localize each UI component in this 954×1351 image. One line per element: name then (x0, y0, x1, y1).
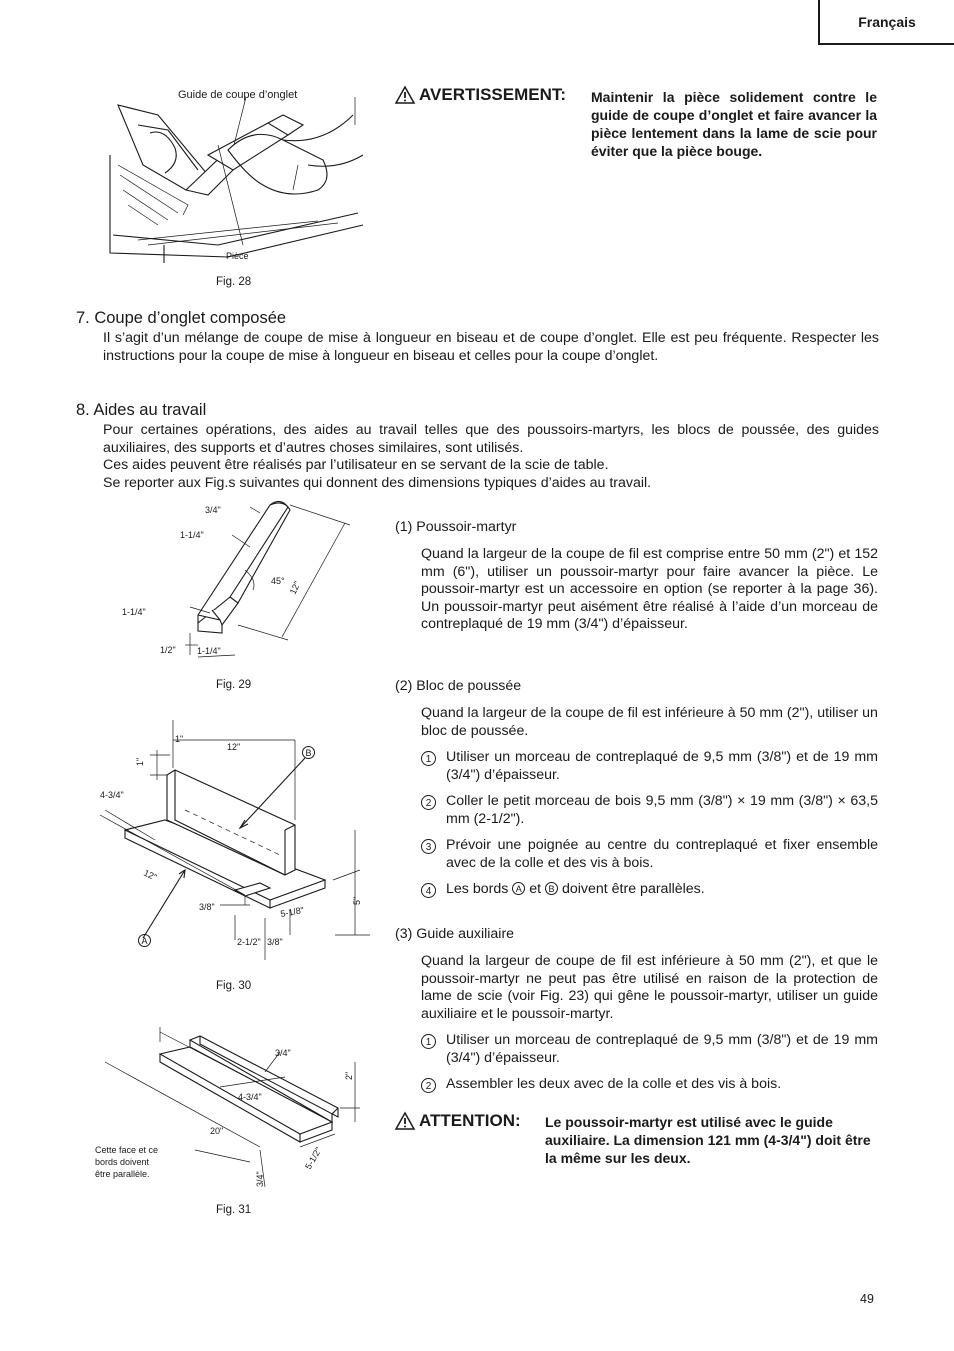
fig31-note-line-2: bords doivent (95, 1157, 150, 1167)
warning-triangle-icon (395, 86, 415, 104)
pushblock-item-4-mark-b: B (545, 882, 558, 895)
fig30-dim-6: 3/8" (199, 902, 215, 912)
fig30-mark-b: B (302, 746, 315, 759)
section-8-line-3: Se reporter aux Fig.s suivantes qui donnent des dimensions typiques d’aides au travail. (103, 475, 652, 491)
pushblock-item-2-text: Coller le petit morceau de bois 9,5 mm (3/8") × 19 mm (3/8") × 63,5 mm (2-1/2"). (446, 793, 878, 827)
attention-text: Le poussoir-martyr est utilisé avec le guide auxiliaire. La dimension 121 mm (4-3/4") doit être la même sur les deux. (545, 1114, 871, 1166)
pushblock-item-2 (421, 793, 878, 828)
fig29-dim-5: 1-1/4" (122, 607, 146, 617)
fig28-label-guide: Guide de coupe d’onglet (178, 89, 298, 101)
fig31-dim-4: 20" (210, 1126, 224, 1136)
pushblock-text: Quand la largeur de la coupe de fil est inférieure à 50 mm (2"), utiliser un bloc de poussée. (421, 705, 878, 739)
fig31-dim-6: 3/4" (255, 1171, 265, 1187)
fig30-dim-5: 12" (142, 867, 159, 883)
auxguide-text: Quand la largeur de coupe de fil est inférieure à 50 mm (2"), et que le poussoir-martyr ne peut pas être utilisé en raison de la protection de lame de scie (voir Fig. 23) qui gêne le poussoir-martyr, utiliser un guide auxiliaire et le poussoir-martyr. (421, 953, 878, 1022)
fig29-dim-4: 12" (287, 579, 303, 596)
auxguide-item-1-number: 1 (421, 1034, 436, 1049)
section-8-line-1: Pour certaines opérations, des aides au travail telles que des poussoirs-martyrs, les blocs de poussée, des guides auxiliaires, des supports et d’autres choses similaires, sont utilisés. (103, 422, 879, 456)
language-tab (818, 0, 954, 45)
pushblock-item-1-number: 1 (421, 751, 436, 766)
fig31-note-line-3: être parallèle. (95, 1169, 150, 1179)
warning-title: AVERTISSEMENT: (419, 85, 567, 104)
warning-title-row (395, 85, 566, 105)
pushblock-item-4-post: doivent être parallèles. (561, 881, 705, 897)
pushblock-item-4-pre: Les bords (446, 881, 509, 897)
fig29-caption: Fig. 29 (216, 679, 252, 691)
fig30-caption: Fig. 30 (216, 980, 252, 992)
fig29-dim-1: 3/4" (205, 505, 221, 515)
attention-triangle-icon (395, 1112, 415, 1130)
language-label: Français (858, 13, 916, 30)
section-7-heading: 7. Coupe d’onglet composée (76, 309, 287, 327)
fig29-dim-7: 1-1/4" (197, 646, 221, 656)
attention-title: ATTENTION: (419, 1111, 521, 1130)
fig31-dim-3: 4-3/4" (238, 1092, 262, 1102)
fig30-dim-3: 1" (135, 757, 145, 766)
fig28-drawing (108, 95, 368, 265)
fig29-drawing (110, 495, 370, 665)
pushblock-item-3-number: 3 (421, 839, 436, 854)
fig30-dim-9: 2-1/2" (237, 937, 261, 947)
page-number: 49 (860, 1292, 874, 1306)
pushblock-item-4-mark-a: A (512, 882, 525, 895)
fig30-dim-8: 5" (352, 896, 362, 905)
pushblock-item-1 (421, 749, 878, 784)
fig30-dim-7: 5-1/8" (279, 905, 305, 919)
fig31-dim-1: 3/4" (275, 1048, 291, 1058)
auxguide-title: (3) Guide auxiliaire (395, 926, 515, 942)
pushstick-text: Quand la largeur de la coupe de fil est comprise entre 50 mm (2") et 152 mm (6"), utiliser un poussoir-martyr pour faire avancer la pièce. Le poussoir-martyr est un accessoire en option (se reporter à la page 36). Un poussoir-martyr peut aisément être réalisé à l’aide d’un morceau de contreplaqué de 19 mm (3/4") d’épaisseur. (421, 546, 878, 633)
fig31-note-line-1: Cette face et ce (95, 1145, 159, 1155)
fig30-dim-10: 3/8" (267, 937, 283, 947)
fig29-dim-6: 1/2" (160, 645, 176, 655)
auxguide-item-1-text: Utiliser un morceau de contreplaqué de 9,5 mm (3/8") et de 19 mm (3/4") d’épaisseur. (446, 1032, 878, 1066)
pushblock-item-4-text (446, 881, 705, 899)
section-7-text: Il s’agit d’un mélange de coupe de mise à longueur en biseau et de coupe d’onglet. Elle est peu fréquente. Respecter les instructions pour la coupe de mise à longueur en biseau et celles pour la coupe d’onglet. (103, 330, 879, 364)
pushblock-item-4-number: 4 (421, 883, 436, 898)
fig29-dim-3: 45° (271, 576, 285, 586)
section-8-heading: 8. Aides au travail (76, 401, 207, 419)
fig30-dim-2: 12" (227, 742, 241, 752)
fig30-mark-a: A (138, 934, 151, 947)
pushblock-item-4 (421, 881, 878, 899)
fig30-drawing (95, 720, 375, 980)
fig30-dim-1: 1" (175, 734, 184, 744)
pushblock-item-3-text: Prévoir une poignée au centre du contreplaqué et fixer ensemble avec de la colle et des vis à bois. (446, 837, 878, 871)
fig30-dim-4: 4-3/4" (100, 790, 124, 800)
pushblock-item-4-mid: et (529, 881, 542, 897)
warning-text: Maintenir la pièce solidement contre le guide de coupe d’onglet et faire avancer la pièce lentement dans la lame de scie pour éviter que la pièce bouge. (591, 89, 877, 159)
auxguide-item-2-text: Assembler les deux avec de la colle et des vis à bois. (446, 1076, 782, 1092)
auxguide-item-1 (421, 1032, 878, 1067)
pushblock-title: (2) Bloc de poussée (395, 678, 522, 694)
pushstick-title: (1) Poussoir-martyr (395, 519, 517, 535)
fig28-label-piece: Pièce (226, 251, 249, 261)
auxguide-item-2 (421, 1076, 878, 1094)
pushblock-item-3 (421, 837, 878, 872)
pushblock-item-1-text: Utiliser un morceau de contreplaqué de 9,5 mm (3/8") et de 19 mm (3/4") d’épaisseur. (446, 749, 878, 783)
section-8-line-2: Ces aides peuvent être réalisés par l’utilisateur en se servant de la scie de table. (103, 457, 609, 473)
fig28-caption: Fig. 28 (216, 276, 252, 288)
attention-title-row (395, 1111, 521, 1131)
fig29-dim-2: 1-1/4" (180, 530, 204, 540)
pushblock-item-2-number: 2 (421, 795, 436, 810)
fig31-caption: Fig. 31 (216, 1204, 252, 1216)
auxguide-item-2-number: 2 (421, 1078, 436, 1093)
fig31-note (95, 1144, 158, 1180)
fig31-dim-2: 2" (344, 1071, 354, 1080)
fig31-dim-5: 5-1/2" (303, 1145, 324, 1171)
